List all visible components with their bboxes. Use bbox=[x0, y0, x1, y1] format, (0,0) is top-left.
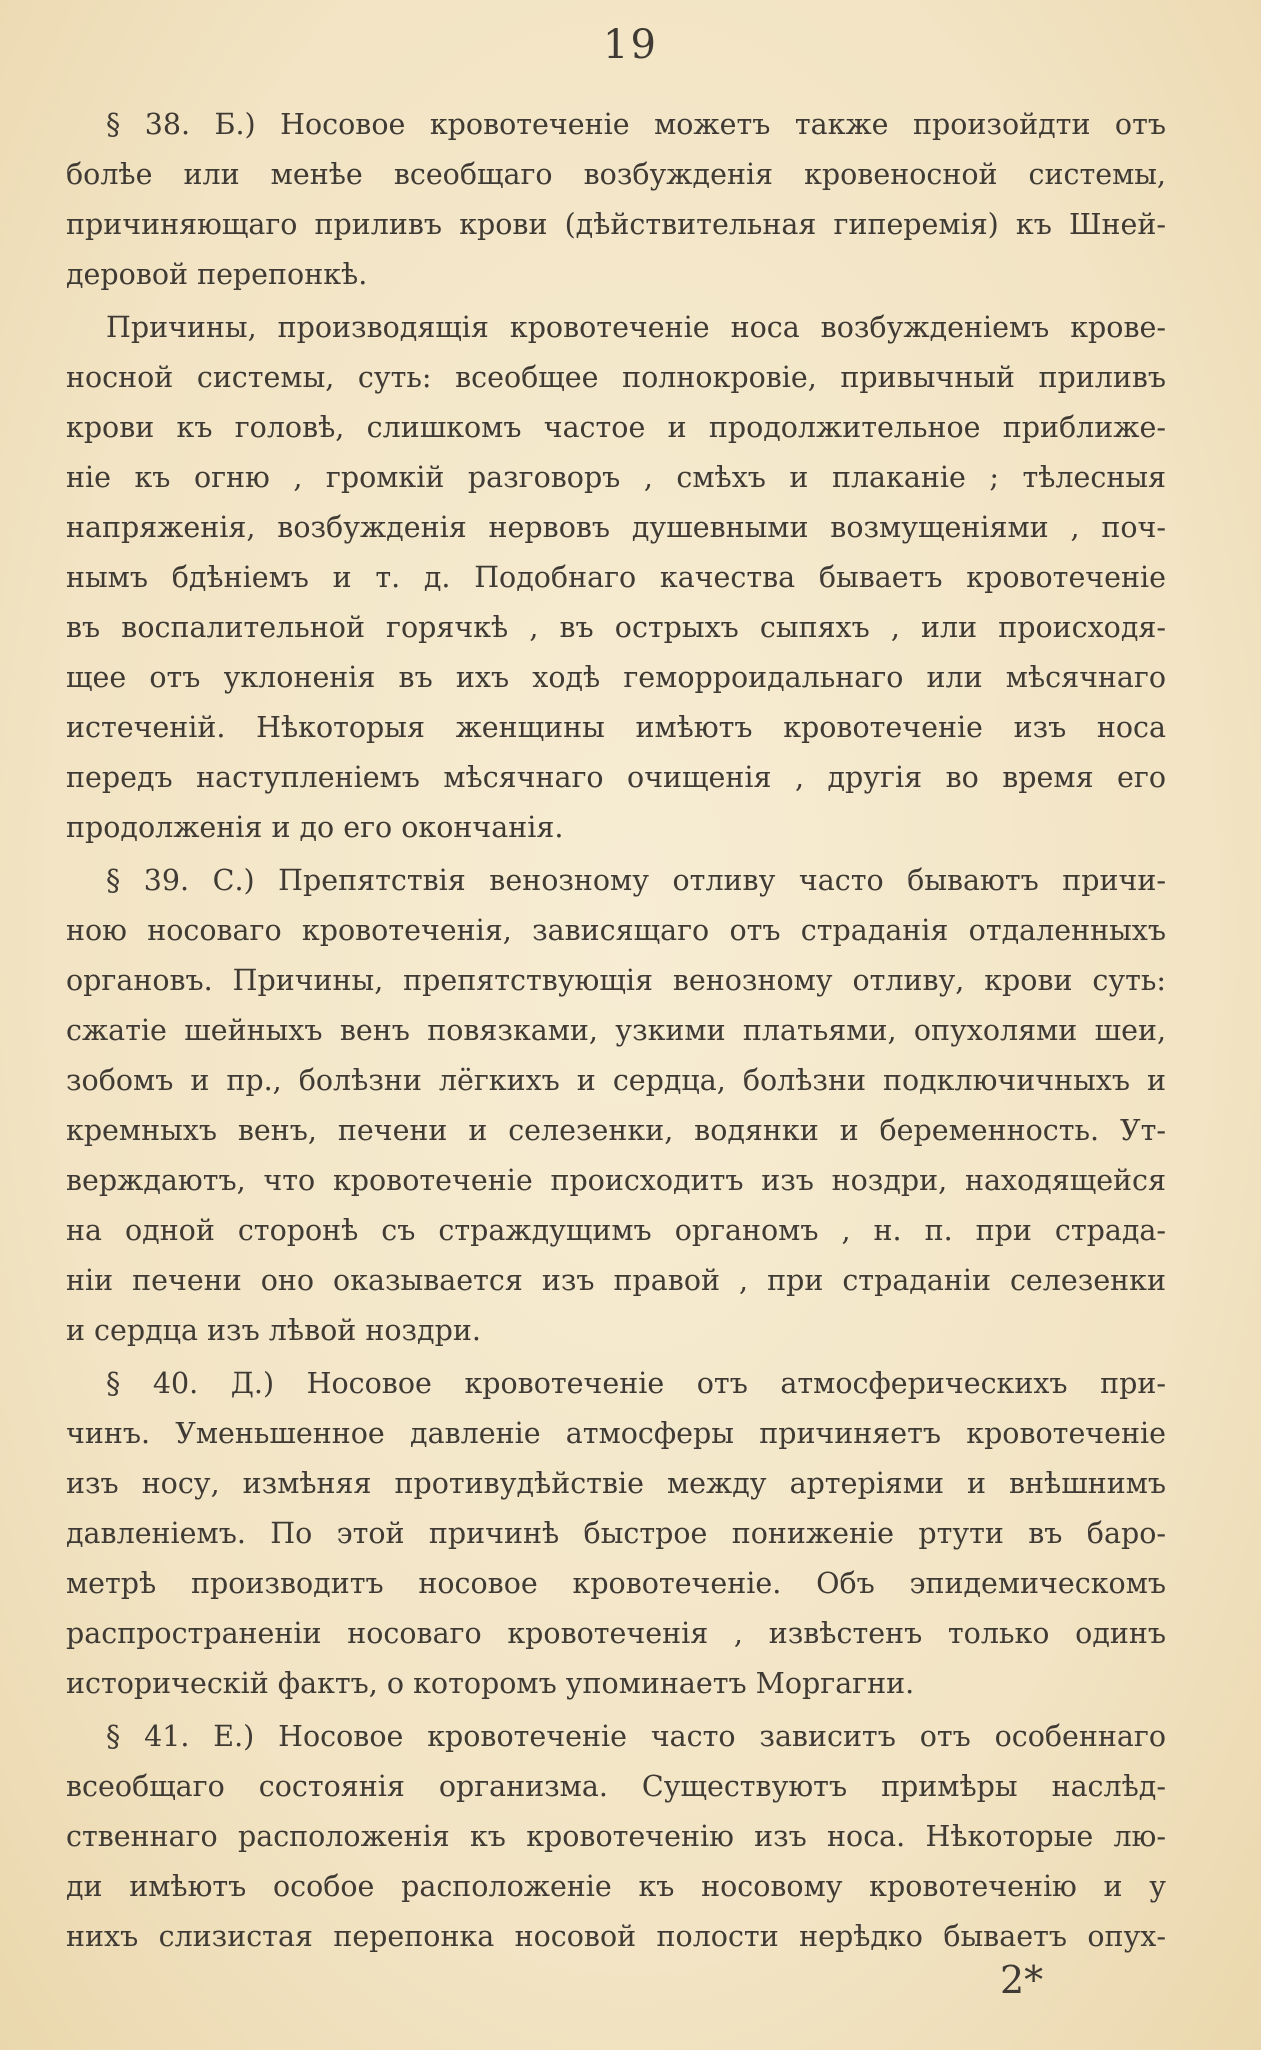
text-line: органовъ. Причины, препятствующія венозному отливу, крови суть: bbox=[66, 964, 1166, 997]
text-line: крови къ головѣ, слишкомъ частое и продолжительное приближе- bbox=[66, 411, 1166, 444]
text-line: зобомъ и пр., болѣзни лёгкихъ и сердца, болѣзни подключичныхъ и bbox=[66, 1064, 1166, 1097]
text-line: верждаютъ, что кровотеченіе происходитъ изъ ноздри, находящейся bbox=[66, 1164, 1166, 1197]
text-line: Причины, производящія кровотеченіе носа возбужденіемъ крове- bbox=[106, 311, 1166, 344]
text-line: историческій фактъ, о которомъ упоминаетъ Моргагни. bbox=[66, 1667, 915, 1700]
page-number: 19 bbox=[603, 22, 658, 68]
text-line: ственнаго расположенія къ кровотеченію изъ носа. Нѣкоторые лю- bbox=[66, 1820, 1166, 1853]
text-line: метрѣ производитъ носовое кровотеченіе. Объ эпидемическомъ bbox=[66, 1567, 1166, 1600]
text-line: сжатіе шейныхъ венъ повязками, узкими платьями, опухолями шеи, bbox=[66, 1014, 1166, 1047]
document-body bbox=[66, 100, 1166, 1962]
text-line: давленіемъ. По этой причинѣ быстрое пониженіе ртути въ баро- bbox=[66, 1517, 1166, 1550]
text-line: на одной сторонѣ съ страждущимъ органомъ , н. п. при страда- bbox=[66, 1214, 1166, 1247]
text-line: щее отъ уклоненія въ ихъ ходѣ геморроидальнаго или мѣсячнаго bbox=[66, 661, 1166, 694]
text-line: всеобщаго состоянія организма. Существуютъ примѣры наслѣд- bbox=[66, 1770, 1166, 1803]
text-line: § 38. Б.) Носовое кровотеченіе можетъ также произойдти отъ bbox=[106, 108, 1166, 141]
text-line: напряженія, возбужденія нервовъ душевными возмущеніями , поч- bbox=[66, 511, 1166, 544]
text-line: въ воспалительной горячкѣ , въ острыхъ сыпяхъ , или происходя- bbox=[66, 611, 1166, 644]
text-line: § 40. Д.) Носовое кровотеченіе отъ атмосферическихъ при- bbox=[106, 1367, 1166, 1400]
text-line: носной системы, суть: всеобщее полнокровіе, привычный приливъ bbox=[66, 361, 1166, 394]
text-line: ди имѣютъ особое расположеніе къ носовому кровотеченію и у bbox=[66, 1870, 1166, 1903]
text-line: нымъ бдѣніемъ и т. д. Подобнаго качества бываетъ кровотеченіе bbox=[66, 561, 1166, 594]
text-line: § 39. С.) Препятствія венозному отливу часто бываютъ причи- bbox=[106, 864, 1166, 897]
text-line: § 41. Е.) Носовое кровотеченіе часто зависитъ отъ особеннаго bbox=[106, 1720, 1166, 1753]
text-line: деровой перепонкѣ. bbox=[66, 258, 368, 291]
text-line: нихъ слизистая перепонка носовой полости нерѣдко бываетъ опух- bbox=[66, 1920, 1166, 1953]
text-line: ною носоваго кровотеченія, зависящаго отъ страданія отдаленныхъ bbox=[66, 914, 1166, 947]
paragraph-causes bbox=[66, 303, 1166, 853]
text-line: ніе къ огню , громкій разговоръ , смѣхъ и плаканіе ; тѣлесныя bbox=[66, 461, 1166, 494]
text-line: истеченій. Нѣкоторыя женщины имѣютъ кровотеченіе изъ носа bbox=[66, 711, 1166, 744]
paragraph-41 bbox=[66, 1712, 1166, 1962]
paragraph-39 bbox=[66, 856, 1166, 1356]
text-line: и сердца изъ лѣвой ноздри. bbox=[66, 1314, 481, 1347]
text-line: причиняющаго приливъ крови (дѣйствительная гиперемія) къ Шней- bbox=[66, 208, 1166, 241]
text-line: передъ наступленіемъ мѣсячнаго очищенія , другія во время его bbox=[66, 761, 1166, 794]
text-line: болѣе или менѣе всеобщаго возбужденія кровеносной системы, bbox=[66, 158, 1166, 191]
signature-mark: 2* bbox=[1000, 1958, 1044, 2002]
paragraph-38 bbox=[66, 100, 1166, 300]
paragraph-40 bbox=[66, 1359, 1166, 1709]
text-line: чинъ. Уменьшенное давленіе атмосферы причиняетъ кровотеченіе bbox=[66, 1417, 1166, 1450]
text-line: продолженія и до его окончанія. bbox=[66, 811, 564, 844]
text-line: распространеніи носоваго кровотеченія , извѣстенъ только одинъ bbox=[66, 1617, 1166, 1650]
text-line: кремныхъ венъ, печени и селезенки, водянки и беременность. Ут- bbox=[66, 1114, 1166, 1147]
text-line: изъ носу, измѣняя противудѣйствіе между артеріями и внѣшнимъ bbox=[66, 1467, 1166, 1500]
text-line: ніи печени оно оказывается изъ правой , при страданіи селезенки bbox=[66, 1264, 1166, 1297]
